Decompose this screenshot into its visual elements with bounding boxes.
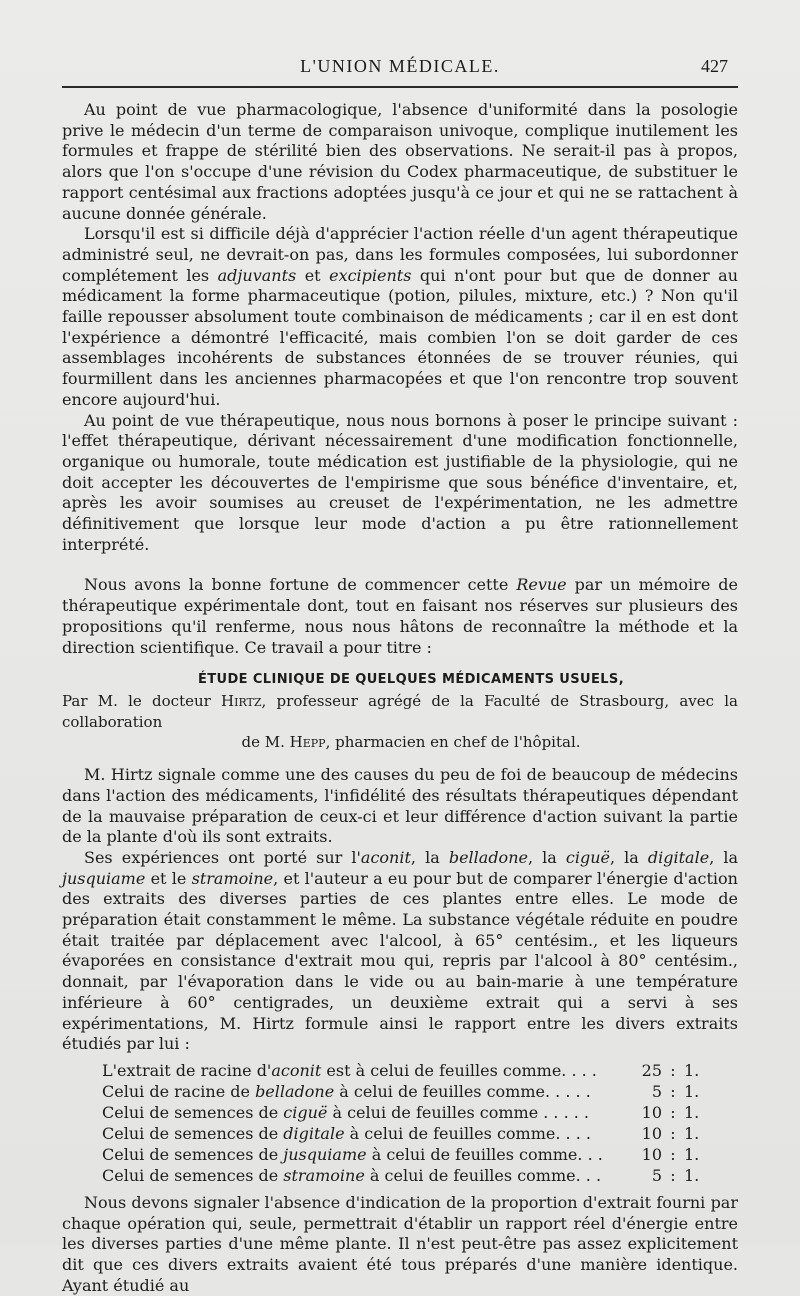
study-byline: Par M. le docteur Hirtz, professeur agrégé de la Faculté de Strasbourg, avec la collaboration [62,691,738,731]
ratio-row: Celui de racine de belladone à celui de feuilles comme. . . . . 5 : 1. [102,1081,700,1101]
ratio-row: Celui de semences de stramoine à celui de feuilles comme. . . 5 : 1. [102,1165,700,1185]
paragraph-revue-intro: Nous avons la bonne fortune de commencer cette Revue par un mémoire de thérapeutique expérimentale dont, tout en faisant nos réserves sur plusieurs des propositions qu'il renferme, nous nous hâtons de reconnaître la méthode et la direction scientifique. Ce travail a pour titre : [62,575,738,657]
running-title: L'UNION MÉDICALE. [300,56,500,76]
study-byline-collaborator: de M. Hepp, pharmacien en chef de l'hôpital. [241,733,581,752]
paragraph-experiments: Ses expériences ont porté sur l'aconit, la belladone, la ciguë, la digitale, la jusquiame et le stramoine, et l'auteur a eu pour but de comparer l'énergie d'action des extraits des diverses parties de ces plantes entre elles. Le mode de préparation était constamment le même. La substance végétale réduite en poudre était traitée par déplacement avec l'alcool, à 65° centésim., et les liqueurs évaporées en consistance d'extrait mou qui, repris par l'alcool à 80° centésim., donnait, par l'évaporation dans le vide ou au bain-marie à une température inférieure à 60° centigrades, un deuxième extrait qui a servi à ses expérimentations, M. Hirtz formule ainsi le rapport entre les divers extraits étudiés par lui : [62,847,739,1054]
paragraph-formulas: Lorsqu'il est si difficile déjà d'apprécier l'action réelle d'un agent thérapeutique administré seul, ne devrait-on pas, dans les formules composées, lui subordonner complétement les adjuvants et excipients qui n'ont pour but que de donner au médicament la forme pharmaceutique (potion, pilules, mixture, etc.) ? Non qu'il faille repousser absolument toute combinaison de médicaments ; car il en est dont l'expérience a démontré l'efficacité, mais combien l'on se doit garder de ces assemblages incohérents de substances étonnées de se trouver réunies, qui fourmillent dans les anciennes pharmacopées et que l'on rencontre trop souvent encore aujourd'hui. [62,224,739,409]
spacer [62,658,738,670]
ratio-row: Celui de semences de ciguë à celui de feuilles comme . . . . . 10 : 1. [102,1102,700,1122]
article-body [62,100,738,1296]
ratio-list [62,1061,738,1187]
italic-adjuvants: adjuvants [217,265,297,285]
paragraph-closing: Nous devons signaler l'absence d'indication de la proportion d'extrait fourni par chaque opération qui, seule, permettrait d'établir un rapport réel d'énergie entre les diverses parties d'une même plante. Il n'est peut-être pas assez explicitement dit que ces divers extraits avaient été tous préparés d'une manière identique. Ayant étudié au [62,1192,738,1295]
paragraph-posology: Au point de vue pharmacologique, l'absence d'uniformité dans la posologie prive le médecin d'un terme de comparaison univoque, complique inutilement les formules et frappe de stérilité bien des observations. Ne serait-il pas à propos, alors que l'on s'occupe d'une révision du Codex pharmaceutique, de substituer le rapport centésimal aux fractions adoptées jusqu'à ce jour et qui ne se rattachent à aucune donnée générale. [62,100,738,223]
italic-revue: Revue [516,575,567,595]
collaborator-name: Hepp [289,733,326,752]
study-title: ÉTUDE CLINIQUE DE QUELQUES MÉDICAMENTS USUELS, [197,672,625,688]
spacer [62,753,738,765]
page-header [62,56,738,82]
header-rule [62,86,738,88]
spacer [62,555,738,575]
paragraph-hirtz-causes: M. Hirtz signale comme une des causes du peu de foi de beaucoup de médecins dans l'action des médicaments, l'infidélité des résultats thérapeutiques dépendant de la mauvaise préparation de ceux-ci et leur différence d'action suivant la partie de la plante d'où ils sont extraits. [62,765,738,847]
ratio-row: Celui de semences de digitale à celui de feuilles comme. . . . 10 : 1. [102,1123,700,1143]
italic-excipients: excipients [329,265,412,285]
ratio-row: Celui de semences de jusquiame à celui de feuilles comme. . . 10 : 1. [102,1144,700,1164]
paragraph-therapeutic-principle: Au point de vue thérapeutique, nous nous bornons à poser le principe suivant : l'effet thérapeutique, dérivant nécessairement d'une modification fonctionnelle, organique ou humorale, toute médication est justifiable de la physiologie, qui ne doit accepter les découvertes de l'empirisme que sous bénéfice d'inventaire, et, après les avoir soumises au creuset de l'expérimentation, ne les admettre définitivement que lorsque leur mode d'action a pu être rationnellement interprété. [62,410,738,554]
author-name: Hirtz [221,691,262,710]
ratio-row: L'extrait de racine d'aconit est à celui de feuilles comme. . . . 25 : 1. [102,1060,700,1080]
page-number: 427 [701,56,728,76]
